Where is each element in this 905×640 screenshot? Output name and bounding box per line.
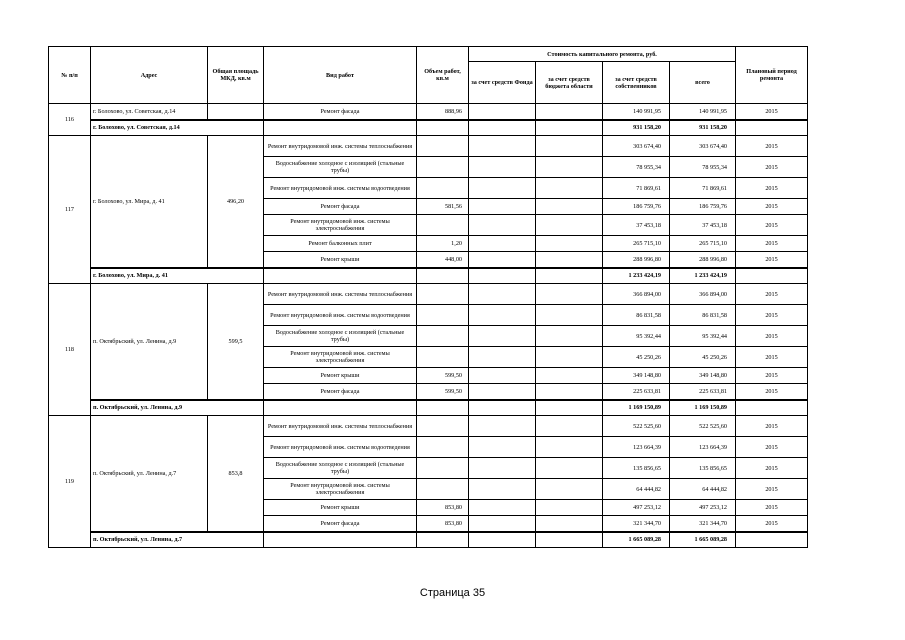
row-work-type: Ремонт фасада — [264, 384, 417, 400]
total-owners: 1 665 089,28 — [603, 532, 670, 548]
row-owners: 522 525,60 — [603, 416, 670, 437]
row-budget — [536, 199, 603, 215]
total-work-type — [264, 400, 417, 416]
row-period: 2015 — [736, 157, 808, 178]
row-work-type: Ремонт фасада — [264, 104, 417, 120]
total-period — [736, 120, 808, 136]
row-owners: 123 664,39 — [603, 437, 670, 458]
row-total: 86 831,58 — [670, 305, 736, 326]
table-body — [49, 104, 808, 548]
row-total: 288 996,80 — [670, 252, 736, 268]
row-owners: 71 869,61 — [603, 178, 670, 199]
row-owners: 86 831,58 — [603, 305, 670, 326]
total-period — [736, 532, 808, 548]
row-total: 225 633,81 — [670, 384, 736, 400]
row-work-type: Ремонт внутридомовой инж. системы водоотведения — [264, 305, 417, 326]
row-owners: 64 444,82 — [603, 479, 670, 500]
row-period: 2015 — [736, 284, 808, 305]
row-total: 71 869,61 — [670, 178, 736, 199]
row-fund — [469, 305, 536, 326]
total-label: п. Октябрьский, ул. Ленина, д.9 — [91, 400, 264, 416]
row-volume — [417, 347, 469, 368]
total-work-type — [264, 120, 417, 136]
row-owners: 288 996,80 — [603, 252, 670, 268]
row-fund — [469, 215, 536, 236]
row-budget — [536, 236, 603, 252]
row-total: 123 664,39 — [670, 437, 736, 458]
row-period: 2015 — [736, 178, 808, 199]
row-total: 135 856,65 — [670, 458, 736, 479]
row-work-type: Ремонт внутридомовой инж. системы теплоснабжения — [264, 416, 417, 437]
row-owners: 140 991,95 — [603, 104, 670, 120]
row-work-type: Водоснабжение холодное с изоляцией (стальные трубы) — [264, 326, 417, 347]
row-volume — [417, 284, 469, 305]
row-fund — [469, 326, 536, 347]
table-total-row — [49, 120, 808, 136]
row-period: 2015 — [736, 516, 808, 532]
total-owners: 1 233 424,19 — [603, 268, 670, 284]
header-budget: за счет средств бюджета области — [536, 62, 603, 104]
row-fund — [469, 236, 536, 252]
row-fund — [469, 500, 536, 516]
header-num: № п/п — [49, 47, 91, 104]
row-volume — [417, 178, 469, 199]
table-total-row — [49, 268, 808, 284]
row-budget — [536, 416, 603, 437]
header-cost-group: Стоимость капитального ремонта, руб. — [469, 47, 736, 62]
row-budget — [536, 284, 603, 305]
row-budget — [536, 368, 603, 384]
row-owners: 366 894,00 — [603, 284, 670, 305]
row-total: 522 525,60 — [670, 416, 736, 437]
row-period: 2015 — [736, 252, 808, 268]
table-row — [49, 284, 808, 305]
row-volume — [417, 215, 469, 236]
header-owners: за счет средств собственников — [603, 62, 670, 104]
row-fund — [469, 516, 536, 532]
row-period: 2015 — [736, 305, 808, 326]
total-fund — [469, 400, 536, 416]
row-budget — [536, 479, 603, 500]
page-footer: Страница 35 — [419, 587, 486, 599]
total-budget — [536, 400, 603, 416]
total-work-type — [264, 532, 417, 548]
row-period: 2015 — [736, 437, 808, 458]
total-owners: 1 169 150,89 — [603, 400, 670, 416]
row-budget — [536, 104, 603, 120]
row-work-type: Ремонт крыши — [264, 252, 417, 268]
total-volume — [417, 120, 469, 136]
row-total: 45 250,26 — [670, 347, 736, 368]
total-work-type — [264, 268, 417, 284]
row-period: 2015 — [736, 416, 808, 437]
table-total-row — [49, 532, 808, 548]
row-work-type: Ремонт внутридомовой инж. системы электроснабжения — [264, 479, 417, 500]
row-work-type: Ремонт внутридомовой инж. системы теплоснабжения — [264, 284, 417, 305]
row-period: 2015 — [736, 347, 808, 368]
row-number: 116 — [49, 104, 91, 136]
row-budget — [536, 305, 603, 326]
row-fund — [469, 252, 536, 268]
table-row — [49, 104, 808, 120]
row-fund — [469, 479, 536, 500]
row-number: 118 — [49, 284, 91, 416]
row-owners: 497 253,12 — [603, 500, 670, 516]
total-budget — [536, 268, 603, 284]
row-budget — [536, 136, 603, 157]
total-all: 1 233 424,19 — [670, 268, 736, 284]
row-owners: 321 344,70 — [603, 516, 670, 532]
total-all: 931 158,20 — [670, 120, 736, 136]
row-address: г. Болохово, ул. Советская, д.14 — [91, 104, 208, 120]
row-work-type: Ремонт крыши — [264, 368, 417, 384]
row-period: 2015 — [736, 199, 808, 215]
row-owners: 37 453,18 — [603, 215, 670, 236]
total-fund — [469, 268, 536, 284]
header-address: Адрес — [91, 47, 208, 104]
row-fund — [469, 416, 536, 437]
row-volume: 599,50 — [417, 368, 469, 384]
row-total: 497 253,12 — [670, 500, 736, 516]
row-period: 2015 — [736, 215, 808, 236]
row-fund — [469, 458, 536, 479]
row-volume: 1,20 — [417, 236, 469, 252]
row-period: 2015 — [736, 384, 808, 400]
row-work-type: Ремонт внутридомовой инж. системы водоотведения — [264, 178, 417, 199]
row-fund — [469, 157, 536, 178]
capital-repair-table — [48, 46, 808, 548]
row-period: 2015 — [736, 368, 808, 384]
row-budget — [536, 347, 603, 368]
total-label: п. Октябрьский, ул. Ленина, д.7 — [91, 532, 264, 548]
total-owners: 931 158,20 — [603, 120, 670, 136]
row-volume — [417, 479, 469, 500]
row-budget — [536, 178, 603, 199]
row-budget — [536, 458, 603, 479]
total-period — [736, 400, 808, 416]
row-number: 119 — [49, 416, 91, 548]
row-work-type: Ремонт внутридомовой инж. системы электроснабжения — [264, 347, 417, 368]
row-owners: 95 392,44 — [603, 326, 670, 347]
table-row — [49, 136, 808, 157]
row-work-type: Ремонт крыши — [264, 500, 417, 516]
row-fund — [469, 178, 536, 199]
row-work-type: Ремонт балконных плит — [264, 236, 417, 252]
row-volume: 599,50 — [417, 384, 469, 400]
row-area: 496,20 — [208, 136, 264, 268]
row-period: 2015 — [736, 236, 808, 252]
row-total: 265 715,10 — [670, 236, 736, 252]
table-total-row — [49, 400, 808, 416]
row-period: 2015 — [736, 136, 808, 157]
row-owners: 265 715,10 — [603, 236, 670, 252]
total-label: г. Болохово, ул. Мира, д. 41 — [91, 268, 264, 284]
row-work-type: Ремонт фасада — [264, 516, 417, 532]
row-fund — [469, 384, 536, 400]
row-period: 2015 — [736, 500, 808, 516]
total-all: 1 665 089,28 — [670, 532, 736, 548]
row-owners: 225 633,81 — [603, 384, 670, 400]
row-owners: 349 148,80 — [603, 368, 670, 384]
row-fund — [469, 347, 536, 368]
row-budget — [536, 326, 603, 347]
row-period: 2015 — [736, 479, 808, 500]
total-period — [736, 268, 808, 284]
row-volume: 853,80 — [417, 516, 469, 532]
row-address: п. Октябрьский, ул. Ленина, д.7 — [91, 416, 208, 532]
total-label: г. Болохово, ул. Советская, д.14 — [91, 120, 264, 136]
row-total: 321 344,70 — [670, 516, 736, 532]
row-volume: 581,56 — [417, 199, 469, 215]
row-volume: 853,80 — [417, 500, 469, 516]
header-fund: за счет средств Фонда — [469, 62, 536, 104]
row-area: 599,5 — [208, 284, 264, 400]
header-volume: Объем работ, кв.м — [417, 47, 469, 104]
row-owners: 45 250,26 — [603, 347, 670, 368]
row-fund — [469, 368, 536, 384]
row-address: п. Октябрьский, ул. Ленина, д.9 — [91, 284, 208, 400]
row-work-type: Водоснабжение холодное с изоляцией (стальные трубы) — [264, 458, 417, 479]
row-budget — [536, 252, 603, 268]
row-work-type: Ремонт внутридомовой инж. системы электроснабжения — [264, 215, 417, 236]
row-total: 78 955,34 — [670, 157, 736, 178]
row-total: 95 392,44 — [670, 326, 736, 347]
header-total: всего — [670, 62, 736, 104]
total-fund — [469, 120, 536, 136]
row-owners: 78 955,34 — [603, 157, 670, 178]
row-volume — [417, 416, 469, 437]
row-total: 303 674,40 — [670, 136, 736, 157]
total-volume — [417, 400, 469, 416]
row-address: г. Болохово, ул. Мира, д. 41 — [91, 136, 208, 268]
row-total: 366 894,00 — [670, 284, 736, 305]
total-fund — [469, 532, 536, 548]
row-period: 2015 — [736, 458, 808, 479]
row-area — [208, 104, 264, 120]
row-work-type: Ремонт фасада — [264, 199, 417, 215]
row-volume — [417, 305, 469, 326]
row-budget — [536, 157, 603, 178]
row-owners: 135 856,65 — [603, 458, 670, 479]
row-budget — [536, 437, 603, 458]
header-period: Плановый период ремонта — [736, 47, 808, 104]
row-volume — [417, 437, 469, 458]
row-total: 140 991,95 — [670, 104, 736, 120]
row-area: 853,8 — [208, 416, 264, 532]
row-fund — [469, 104, 536, 120]
total-budget — [536, 532, 603, 548]
row-budget — [536, 516, 603, 532]
table-row — [49, 416, 808, 437]
row-fund — [469, 284, 536, 305]
row-work-type: Водоснабжение холодное с изоляцией (стальные трубы) — [264, 157, 417, 178]
row-total: 349 148,80 — [670, 368, 736, 384]
total-all: 1 169 150,89 — [670, 400, 736, 416]
row-volume: 448,00 — [417, 252, 469, 268]
row-fund — [469, 199, 536, 215]
row-total: 64 444,82 — [670, 479, 736, 500]
row-volume — [417, 157, 469, 178]
row-volume — [417, 326, 469, 347]
row-period: 2015 — [736, 326, 808, 347]
row-budget — [536, 384, 603, 400]
row-total: 37 453,18 — [670, 215, 736, 236]
row-work-type: Ремонт внутридомовой инж. системы водоотведения — [264, 437, 417, 458]
row-volume — [417, 458, 469, 479]
row-fund — [469, 136, 536, 157]
row-number: 117 — [49, 136, 91, 284]
row-fund — [469, 437, 536, 458]
total-budget — [536, 120, 603, 136]
row-owners: 186 759,76 — [603, 199, 670, 215]
total-volume — [417, 532, 469, 548]
row-owners: 303 674,40 — [603, 136, 670, 157]
header-work-type: Вид работ — [264, 47, 417, 104]
row-volume — [417, 136, 469, 157]
row-volume: 888,96 — [417, 104, 469, 120]
row-budget — [536, 500, 603, 516]
total-volume — [417, 268, 469, 284]
row-period: 2015 — [736, 104, 808, 120]
row-budget — [536, 215, 603, 236]
row-total: 186 759,76 — [670, 199, 736, 215]
header-area: Общая площадь МКД, кв.м — [208, 47, 264, 104]
row-work-type: Ремонт внутридомовой инж. системы теплоснабжения — [264, 136, 417, 157]
